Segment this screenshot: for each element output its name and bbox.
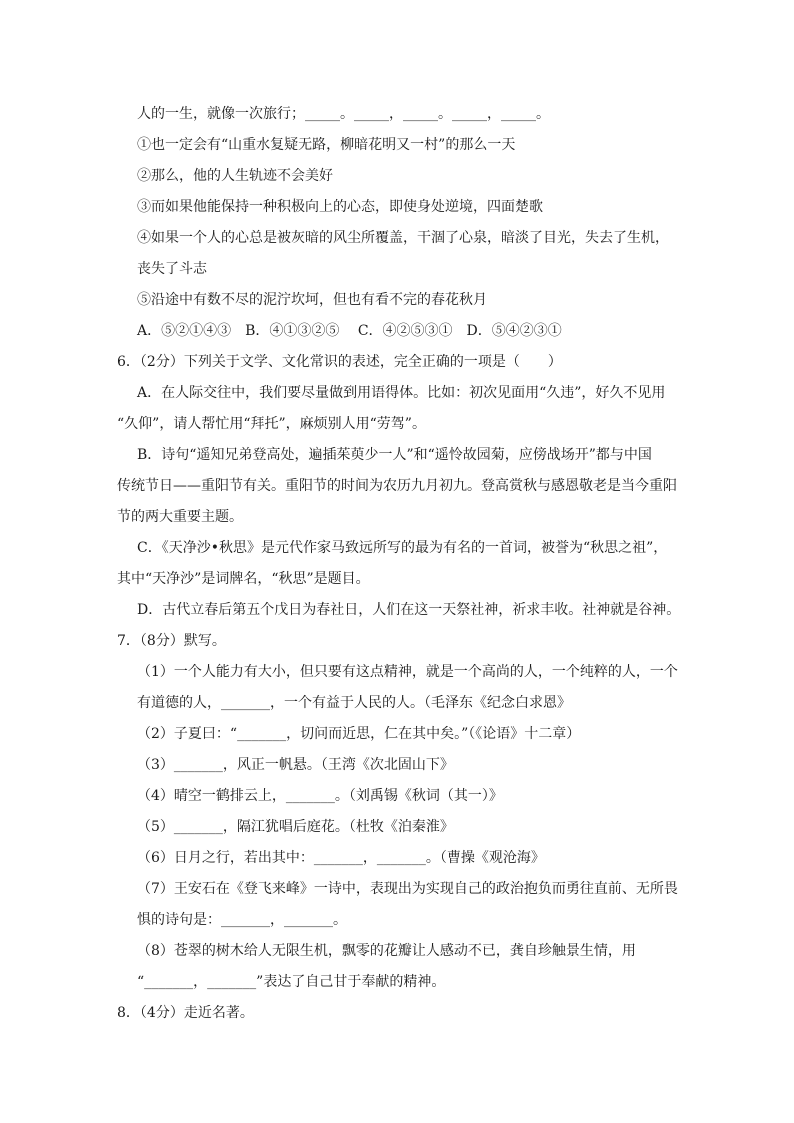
q7-item-6: （6）日月之行，若出其中：_______，_______。（曹操《观沧海》	[137, 850, 545, 866]
q7-stem: 7．（8分）默写。	[117, 633, 226, 649]
q8-stem: 8．（4分）走近名著。	[117, 1005, 254, 1021]
q6-option-a: A．在人际交往中，我们要尽量做到用语得体。比如：初次见面用“久违”，好久不见用	[137, 385, 666, 401]
q6-option-b: B．诗句“遥知兄弟登高处，遍插茱萸少一人”和“遥怜故园菊，应傍战场开”都与中国	[137, 447, 652, 463]
q5-item-4: ④如果一个人的心总是被灰暗的风尘所覆盖，干涸了心泉，暗淡了目光，失去了生机，	[137, 230, 669, 246]
q7-item-5: （5）_______，隔江犹唱后庭花。（杜牧《泊秦淮》	[137, 819, 454, 835]
q7-item-8: （8）苍翠的树木给人无限生机，飘零的花瓣让人感动不已，龚自珍触景生情，用	[137, 943, 636, 959]
q5-item-2: ②那么，他的人生轨迹不会美好	[137, 168, 333, 184]
q5-item-5: ⑤沿途中有数不尽的泥泞坎坷，但也有看不完的春花秋月	[137, 292, 487, 308]
q6-option-b-cont2: 节的两大重要主题。	[117, 509, 243, 525]
q5-stem: 人的一生，就像一次旅行；_____。_____，_____。_____，_____。	[137, 106, 550, 122]
q6-stem: 6．（2分）下列关于文学、文化常识的表述，完全正确的一项是（ ）	[117, 354, 562, 370]
q7-item-7: （7）王安石在《登飞来峰》一诗中，表现出为实现自己的政治抱负而勇往直前、无所畏	[137, 881, 678, 897]
q5-item-4-cont: 丧失了斗志	[137, 261, 207, 277]
q5-options: A．⑤②①④③ B．④①③②⑤ C．④②⑤③① D．⑤④②③①	[137, 323, 562, 339]
q6-option-c: C．《天净沙•秋思》是元代作家马致远所写的最为有名的一首词，被誉为“秋思之祖”，	[137, 540, 668, 556]
q7-item-7-cont: 惧的诗句是：_______，_______。	[137, 912, 347, 928]
q7-item-3: （3）_______，风正一帆悬。（王湾《次北固山下》	[137, 757, 454, 773]
q6-option-c-cont: 其中“天净沙”是词牌名，“秋思”是题目。	[117, 571, 370, 587]
q7-item-8-cont: “_______，_______”表达了自己甘于奉献的精神。	[137, 974, 446, 990]
q7-item-2: （2）子夏曰：“_______，切问而近思，仁在其中矣。”（《论语》十二章）	[137, 726, 581, 742]
q6-option-d: D．古代立春后第五个戊日为春社日，人们在这一天祭社神，祈求丰收。社神就是谷神。	[137, 602, 681, 618]
q7-item-1-cont: 有道德的人，_______，一个有益于人民的人。（毛泽东《纪念白求恩》	[137, 695, 571, 711]
q7-item-4: （4）晴空一鹤排云上，_______。（刘禹锡《秋词（其一）》	[137, 788, 503, 804]
q6-option-b-cont1: 传统节日——重阳节有关。重阳节的时间为农历九月初九。登高赏秋与感恩敬老是当今重阳	[117, 478, 677, 494]
q7-item-1: （1）一个人能力有大小，但只要有这点精神，就是一个高尚的人，一个纯粹的人，一个	[137, 664, 678, 680]
q5-item-3: ③而如果他能保持一种积极向上的心态，即使身处逆境，四面楚歌	[137, 199, 543, 215]
q6-option-a-cont: “久仰”，请人帮忙用“拜托”，麻烦别人用“劳驾”。	[117, 416, 426, 432]
q5-item-1: ①也一定会有“山重水复疑无路，柳暗花明又一村”的那么一天	[137, 137, 516, 153]
